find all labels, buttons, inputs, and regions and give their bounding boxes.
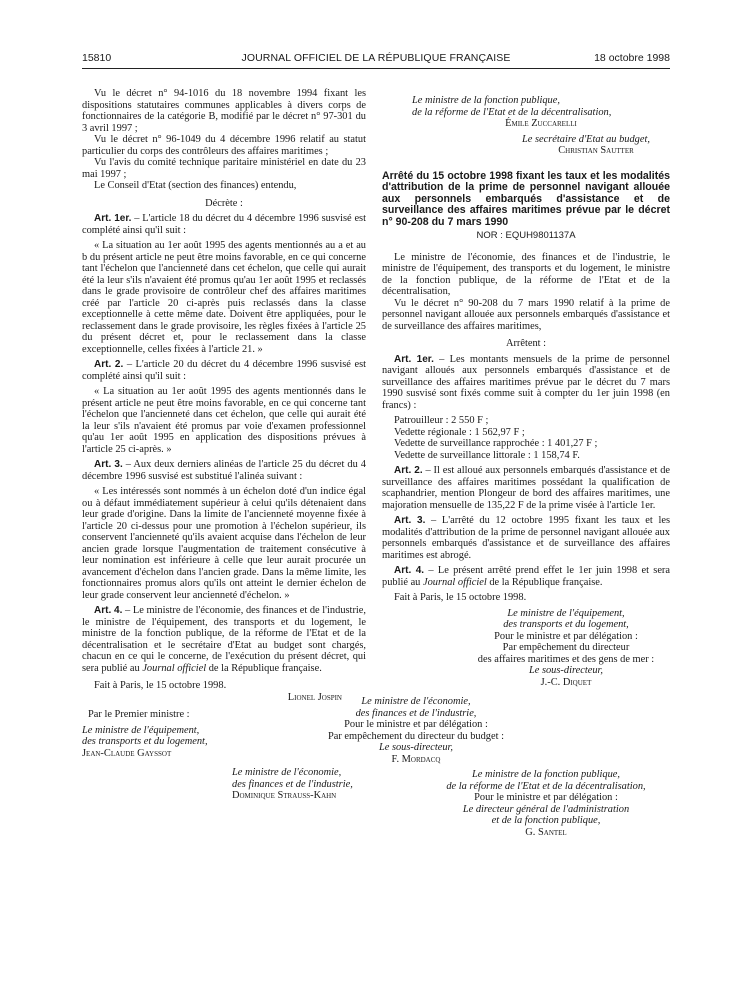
signature-line: Par empêchement du directeur du budget : [327, 730, 504, 742]
signatory-name: Jean-Claude Gayssot [82, 747, 172, 759]
rate-line: Patrouilleur : 2 550 F ; [394, 415, 489, 427]
signature-line: Le directeur général de l'administration [462, 803, 630, 815]
article-4: Art. 4. – Le ministre de l'économie, des finances et de l'industrie, le ministre de l'équipement, des transports et du logement, le ministre de la fonction publique, de la réforme de l'Etat et de la décentralisation et le secrétaire d'Etat au budget sont chargés, chacun en ce qui le concerne, de l'exécution du présent décret, qui sera publié au Journal officiel de la République française. [82, 605, 367, 674]
article-2: Art. 2. – Il est alloué aux personnels embarqués d'assistance et de surveillance des affaires maritimes possédant la qualification de scaphandrier, mention Plongeur de bord des affaires maritimes, une majoration mensuelle de 135,22 F de la prime visée à l'article 1er. [382, 465, 670, 511]
article-2-quote: « La situation au 1er août 1995 des agents mentionnés dans le présent article ne peut être moins favorable, en ce qui concerne tant l'échelon que l'ancienneté dans cet échelon, que celle qui aurait été la leur s'ils n'avaient été promus par voie d'examen professionnel qu'au 1er août 1995 en application des dispositions prévues à l'article 25 ci-après. » [82, 386, 366, 455]
page-header [82, 52, 670, 68]
signature-line: de la réforme de l'Etat et de la décentralisation, [446, 780, 646, 792]
visa-paragraph: Vu le décret n° 90-208 du 7 mars 1990 relatif à la prime de personnel navigant allouée aux personnels embarqués d'assistance et de surveillance des affaires maritimes, [382, 297, 670, 332]
intro-paragraph: Le ministre de l'économie, des finances et de l'industrie, le ministre de l'équipement, des transports et du logement, le ministre de la fonction publique, de la réforme de l'Etat et de la décentralisation, [382, 251, 670, 298]
left-column [82, 88, 366, 802]
signature-line: Le sous-directeur, [528, 665, 604, 677]
signature-line: Le ministre de l'équipement, [82, 724, 200, 736]
signature-line: Le ministre de l'économie, [232, 767, 342, 778]
article-label: Art. 3. [394, 515, 426, 527]
signature-line: des finances et de l'industrie, [232, 778, 353, 790]
article-4: Art. 4. – Le présent arrêté prend effet le 1er juin 1998 et sera publié au Journal officiel de la République française. [382, 565, 670, 588]
signature-line: des finances et de l'industrie, [355, 707, 477, 719]
signatory-name: Christian Sautter [558, 145, 634, 156]
signature-line: de la réforme de l'Etat et de la décentralisation, [412, 106, 612, 118]
signature-place-date: Fait à Paris, le 15 octobre 1998. [394, 592, 527, 604]
signatory-name: J.-C. Diquet [540, 676, 592, 688]
signatory-name: Dominique Strauss-Kahn [232, 790, 337, 801]
signature-line: Pour le ministre et par délégation : [494, 630, 638, 642]
article-label: Art. 3. [94, 459, 123, 470]
right-column [327, 95, 671, 838]
signature-line: et de la fonction publique, [491, 815, 601, 827]
header-rule [82, 68, 670, 69]
signatory-name: F. Mordacq [391, 753, 441, 765]
rate-line: Vedette de surveillance rapprochée : 1 401,27 F ; [394, 438, 598, 450]
signature-line: Le ministre de la fonction publique, [412, 95, 560, 106]
article-label: Art. 4. [394, 565, 425, 577]
signature-line: Le ministre de l'économie, [361, 696, 471, 708]
nor-reference: NOR : EQUH9801137A [476, 230, 576, 242]
signature-line: Le ministre de la fonction publique, [472, 769, 620, 781]
signature-line: Par empêchement du directeur [502, 642, 630, 654]
signatory-name: G. Santel [525, 826, 567, 838]
article-1-quote: « La situation au 1er août 1995 des agents mentionnés au a et au b du présent article ne peut être moins favorable, en ce qui concerne tant l'échelon que l'ancienneté dans cet échelon, que celle qui aurait été la leur s'ils n'avaient été promus qu'au 1er août 1995 et reclassés dans le grade provisoire de contrôleur chef des affaires maritimes créé par l'article 20 ci-après puis reclassés dans la classe exceptionnelle à cette même date. Doivent être appliquées, pour le reclassement dans le grade provisoire, les règles fixées à l'article 25 du présent décret et, pour le reclassement dans la classe exceptionnelle, celles fixées à l'article 21. » [82, 240, 366, 355]
page-number: 15810 [82, 52, 112, 64]
article-1: Art. 1er. – L'article 18 du décret du 4 décembre 1996 susvisé est complété ainsi qu'il suit : [82, 213, 366, 236]
signature-line: Le secrétaire d'Etat au budget, [522, 133, 650, 145]
signature-line: des affaires maritimes et des gens de mer : [477, 653, 655, 665]
visa-paragraph: Vu le décret n° 96-1049 du 4 décembre 1996 relatif au statut particulier du corps des contrôleurs des affaires maritimes ; [82, 134, 366, 157]
signatory-name: Lionel Jospin [287, 691, 342, 703]
rate-line: Vedette de surveillance littorale : 1 158,74 F. [394, 449, 580, 461]
visa-paragraph: Vu l'avis du comité technique paritaire ministériel en date du 23 mai 1997 ; [82, 157, 366, 180]
article-3: Art. 3. – Aux deux derniers alinéas de l'article 25 du décret du 4 décembre 1996 susvisé est substitué l'alinéa suivant : [82, 459, 367, 482]
article-label: Art. 2. [94, 359, 124, 370]
article-3: Art. 3. – L'arrêté du 12 octobre 1995 fixant les taux et les modalités d'attribution de la prime de personnel navigant allouée aux personnels embarqués d'assistance et de surveillance des affaires maritimes est abrogé. [382, 515, 670, 561]
article-label: Art. 1er. [94, 213, 132, 224]
arretent-heading: Arrêtent : [505, 338, 547, 350]
signatory-name: Émile Zuccarelli [505, 118, 577, 129]
signature-line: Le sous-directeur, [378, 742, 454, 754]
signature-place-date: Fait à Paris, le 15 octobre 1998. [94, 680, 227, 691]
article-1: Art. 1er. – Les montants mensuels de la prime de personnel navigant alloués aux personnels embarqués d'assistance et de surveillance des affaires maritimes prévue par le décret du 7 mars 1990 susvisé sont fixés comme suit à compter du 1er juin 1998 (en francs) : [382, 353, 671, 411]
issue-date: 18 octobre 1998 [594, 52, 670, 64]
signature-line: Par le Premier ministre : [88, 709, 190, 720]
signature-line: Pour le ministre et par délégation : [474, 792, 618, 804]
arrete-title: Arrêté du 15 octobre 1998 fixant les taux et les modalités d'attribution de la prime de personnel navigant allouée aux personnels embarqués d'assistance et de surveillance des affaires maritimes prévue par le décret n° 90-208 du 7 mars 1990 [382, 169, 670, 228]
signature-line: Pour le ministre et par délégation : [344, 719, 488, 731]
rate-line: Vedette régionale : 1 562,97 F ; [394, 426, 525, 438]
signature-line: des transports et du logement, [503, 619, 629, 631]
decrete-heading: Décrète : [205, 197, 243, 209]
visa-paragraph: Le Conseil d'Etat (section des finances) entendu, [94, 180, 297, 191]
article-label: Art. 2. [394, 465, 423, 477]
article-label: Art. 4. [94, 605, 123, 616]
article-2: Art. 2. – L'article 20 du décret du 4 décembre 1996 susvisé est complété ainsi qu'il suit : [82, 359, 366, 382]
visa-paragraph: Vu le décret n° 94-1016 du 18 novembre 1994 fixant les dispositions statutaires communes applicables à divers corps de fonctionnaires de la catégorie B, modifié par le décret n° 97-301 du 3 avril 1997 ; [82, 88, 366, 134]
signature-line: Le ministre de l'équipement, [507, 607, 625, 619]
article-label: Art. 1er. [394, 353, 434, 365]
article-3-quote: « Les intéressés sont nommés à un échelon doté d'un indice égal ou à défaut immédiatement supérieur à celui qu'ils détenaient dans leur grade d'origine. Dans la limite de l'ancienneté moyenne fixée à l'article 20 ci-dessus pour une promotion à l'échelon supérieur, ils conservent l'ancienneté qu'ils avaient acquise dans l'échelon de leur ancien grade lorsque l'augmentation de traitement consécutive à leur nomination est inférieure à celle que leur aurait procurée un avancement d'échelon dans l'ancien grade. Dans la même limite, les fonctionnaires promus alors qu'ils ont atteint le dernier échelon de leur grade conservent leur ancienneté d'échelon. » [82, 486, 366, 601]
signature-line: des transports et du logement, [82, 736, 208, 747]
journal-title: JOURNAL OFFICIEL DE LA RÉPUBLIQUE FRANÇAISE [241, 52, 511, 64]
